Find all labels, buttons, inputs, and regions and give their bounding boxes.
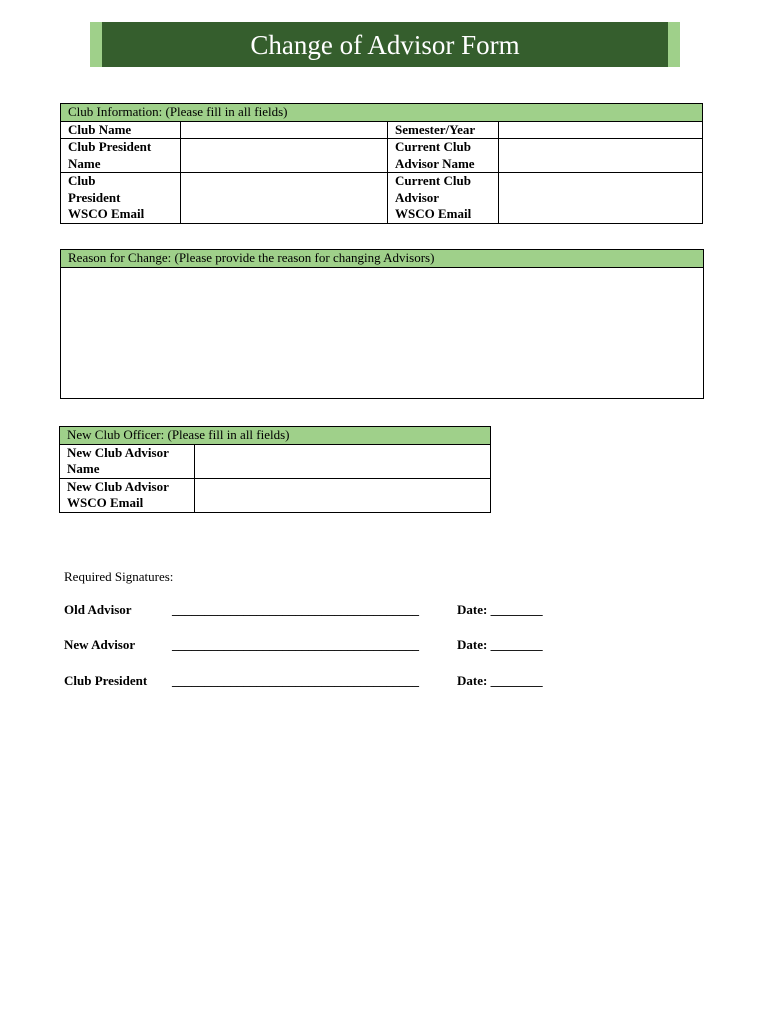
new-officer-table [59, 426, 491, 513]
signature-label: Club President [64, 673, 148, 688]
title-banner [90, 22, 680, 67]
current-advisor-name-field[interactable] [499, 139, 703, 173]
new-advisor-name-field[interactable] [195, 444, 491, 478]
semester-label: Semester/Year [388, 121, 499, 139]
semester-field[interactable] [499, 121, 703, 139]
signature-date[interactable]: Date: ________ [457, 602, 543, 617]
current-advisor-name-label: Current Club Advisor Name [388, 139, 499, 173]
club-info-table [60, 103, 703, 224]
signatures-title: Required Signatures: [64, 569, 174, 584]
reason-header: Reason for Change: (Please provide the reason for changing Advisors) [61, 250, 704, 268]
reason-field[interactable] [61, 267, 704, 398]
president-email-label: Club President WSCO Email [61, 173, 181, 224]
president-name-field[interactable] [181, 139, 388, 173]
club-info-header: Club Information: (Please fill in all fields) [61, 104, 703, 122]
signature-line[interactable]: ______________________________________ [172, 637, 419, 652]
new-officer-header: New Club Officer: (Please fill in all fields) [60, 427, 491, 445]
page-title: Change of Advisor Form [102, 22, 668, 67]
club-name-label: Club Name [61, 121, 181, 139]
club-name-field[interactable] [181, 121, 388, 139]
president-email-field[interactable] [181, 173, 388, 224]
signature-line[interactable]: ______________________________________ [172, 602, 419, 617]
new-advisor-name-label: New Club Advisor Name [60, 444, 195, 478]
new-advisor-email-field[interactable] [195, 478, 491, 512]
signature-line[interactable]: ______________________________________ [172, 673, 419, 688]
new-advisor-email-label: New Club Advisor WSCO Email [60, 478, 195, 512]
reason-table [60, 249, 704, 399]
current-advisor-email-field[interactable] [499, 173, 703, 224]
president-name-label: Club President Name [61, 139, 181, 173]
signature-date[interactable]: Date: ________ [457, 673, 543, 688]
signature-label: Old Advisor [64, 602, 132, 617]
signature-date[interactable]: Date: ________ [457, 637, 543, 652]
current-advisor-email-label: Current Club Advisor WSCO Email [388, 173, 499, 224]
signature-label: New Advisor [64, 637, 136, 652]
